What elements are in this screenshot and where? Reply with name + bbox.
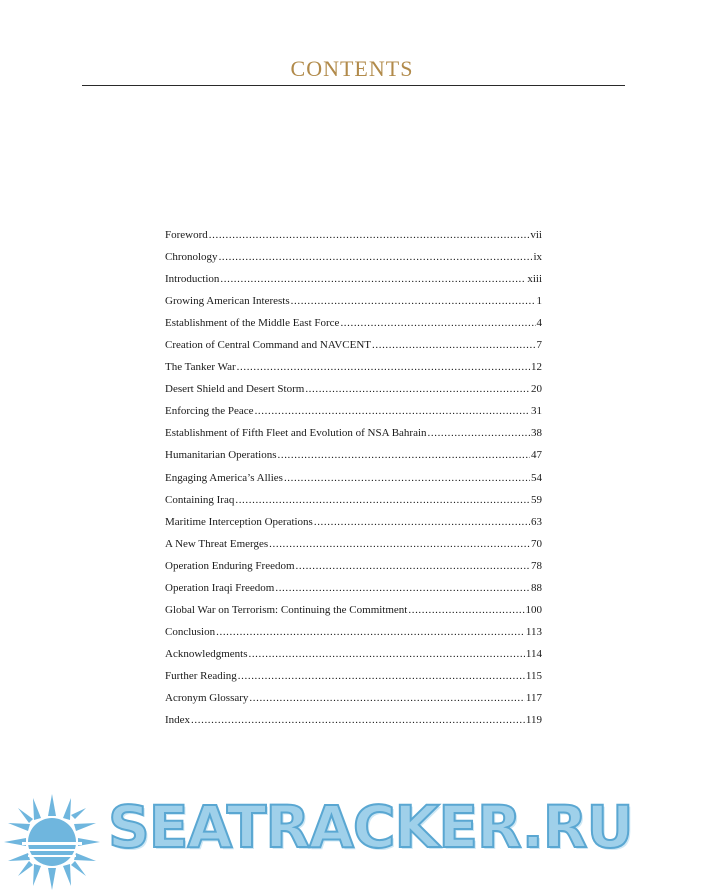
toc-dot-leader xyxy=(235,489,530,511)
toc-entry-foreword[interactable] xyxy=(165,224,542,246)
toc-entry-label: Maritime Interception Operations xyxy=(165,515,313,528)
toc-dot-leader xyxy=(291,290,536,312)
toc-entry-index[interactable] xyxy=(165,709,542,731)
toc-page-number: 12 xyxy=(531,361,542,374)
toc-page-number: 31 xyxy=(531,405,542,418)
toc-dot-leader xyxy=(219,246,533,268)
toc-page-number: 38 xyxy=(531,427,542,440)
toc-dot-leader xyxy=(248,643,524,665)
toc-entry-label: Conclusion xyxy=(165,625,216,638)
toc-entry-label: A New Threat Emerges xyxy=(165,537,269,550)
toc-entry-desert-shield[interactable] xyxy=(165,378,542,400)
toc-page-number: 78 xyxy=(531,559,542,572)
toc-page-number: 100 xyxy=(525,603,542,616)
toc-dot-leader xyxy=(296,555,530,577)
toc-entry-enforcing-the-peace[interactable] xyxy=(165,400,542,422)
toc-entry-fifth-fleet[interactable] xyxy=(165,422,542,444)
toc-entry-label: Creation of Central Command and NAVCENT xyxy=(165,339,372,352)
table-of-contents xyxy=(165,224,542,731)
toc-entry-conclusion[interactable] xyxy=(165,621,542,643)
toc-entry-chronology[interactable] xyxy=(165,246,542,268)
watermark xyxy=(0,782,704,889)
toc-entry-label: Operation Enduring Freedom xyxy=(165,559,295,572)
toc-dot-leader xyxy=(372,334,535,356)
toc-entry-label: Desert Shield and Desert Storm xyxy=(165,383,305,396)
toc-dot-leader xyxy=(255,400,530,422)
toc-entry-further-reading[interactable] xyxy=(165,665,542,687)
toc-entry-engaging-allies[interactable] xyxy=(165,467,542,489)
toc-page-number: 113 xyxy=(525,625,542,638)
toc-dot-leader xyxy=(408,599,524,621)
toc-entry-label: Global War on Terrorism: Continuing the Commitment xyxy=(165,603,408,616)
toc-page-number: 54 xyxy=(531,471,542,484)
toc-entry-containing-iraq[interactable] xyxy=(165,489,542,511)
toc-page-number: ix xyxy=(533,251,542,264)
toc-page-number: 117 xyxy=(525,691,542,704)
toc-page-number: xiii xyxy=(527,273,542,286)
watermark-text: SEATRACKER.RU xyxy=(108,793,633,861)
toc-dot-leader xyxy=(237,356,530,378)
toc-dot-leader xyxy=(314,511,530,533)
toc-page-number: 4 xyxy=(536,317,542,330)
title-divider xyxy=(82,85,625,86)
sun-icon xyxy=(2,792,102,892)
toc-dot-leader xyxy=(216,621,525,643)
toc-dot-leader xyxy=(278,444,531,466)
toc-page-number: 115 xyxy=(525,669,542,682)
toc-entry-acronym-glossary[interactable] xyxy=(165,687,542,709)
toc-entry-humanitarian-operations[interactable] xyxy=(165,444,542,466)
toc-dot-leader xyxy=(305,378,530,400)
toc-entry-label: Acronym Glossary xyxy=(165,691,249,704)
toc-page-number: 7 xyxy=(536,339,542,352)
toc-dot-leader xyxy=(340,312,535,334)
toc-entry-central-command[interactable] xyxy=(165,334,542,356)
toc-entry-iraqi-freedom[interactable] xyxy=(165,577,542,599)
toc-entry-enduring-freedom[interactable] xyxy=(165,555,542,577)
toc-page-number: vii xyxy=(530,229,542,241)
toc-entry-middle-east-force[interactable] xyxy=(165,312,542,334)
toc-entry-label: Humanitarian Operations xyxy=(165,449,277,462)
toc-page-number: 1 xyxy=(536,295,542,308)
toc-dot-leader xyxy=(275,577,530,599)
toc-page-number: 20 xyxy=(531,383,542,396)
toc-entry-tanker-war[interactable] xyxy=(165,356,542,378)
toc-dot-leader xyxy=(191,709,525,731)
toc-entry-label: Chronology xyxy=(165,251,218,264)
page-title: CONTENTS xyxy=(290,56,414,81)
toc-entry-global-war-on-terrorism[interactable] xyxy=(165,599,542,621)
toc-entry-introduction[interactable] xyxy=(165,268,542,290)
toc-page-number: 47 xyxy=(531,449,542,462)
toc-dot-leader xyxy=(269,533,530,555)
toc-dot-leader xyxy=(209,224,530,246)
toc-entry-label: Enforcing the Peace xyxy=(165,405,254,418)
toc-entry-label: Establishment of Fifth Fleet and Evolution of NSA Bahrain xyxy=(165,427,427,440)
toc-entry-label: The Tanker War xyxy=(165,361,236,374)
toc-page-number: 114 xyxy=(525,647,542,660)
toc-entry-label: Operation Iraqi Freedom xyxy=(165,581,275,594)
toc-dot-leader xyxy=(238,665,525,687)
toc-dot-leader xyxy=(284,467,530,489)
toc-page-number: 88 xyxy=(531,581,542,594)
toc-dot-leader xyxy=(220,268,526,290)
toc-entry-label: Growing American Interests xyxy=(165,295,290,308)
toc-entry-label: Containing Iraq xyxy=(165,493,235,506)
toc-entry-new-threat[interactable] xyxy=(165,533,542,555)
toc-entry-label: Further Reading xyxy=(165,669,237,682)
toc-page-number: 59 xyxy=(531,493,542,506)
toc-entry-label: Establishment of the Middle East Force xyxy=(165,317,340,330)
toc-entry-label: Acknowledgments xyxy=(165,647,248,660)
toc-entry-label: Introduction xyxy=(165,273,220,286)
toc-page-number: 70 xyxy=(531,537,542,550)
toc-entry-label: Foreword xyxy=(165,229,208,241)
toc-dot-leader xyxy=(428,422,530,444)
toc-dot-leader xyxy=(249,687,525,709)
toc-entry-maritime-interception[interactable] xyxy=(165,511,542,533)
toc-page-number: 119 xyxy=(525,714,542,727)
toc-entry-acknowledgments[interactable] xyxy=(165,643,542,665)
toc-page-number: 63 xyxy=(531,515,542,528)
toc-entry-label: Engaging America’s Allies xyxy=(165,471,283,484)
toc-entry-label: Index xyxy=(165,714,191,727)
toc-entry-growing-american-interests[interactable] xyxy=(165,290,542,312)
